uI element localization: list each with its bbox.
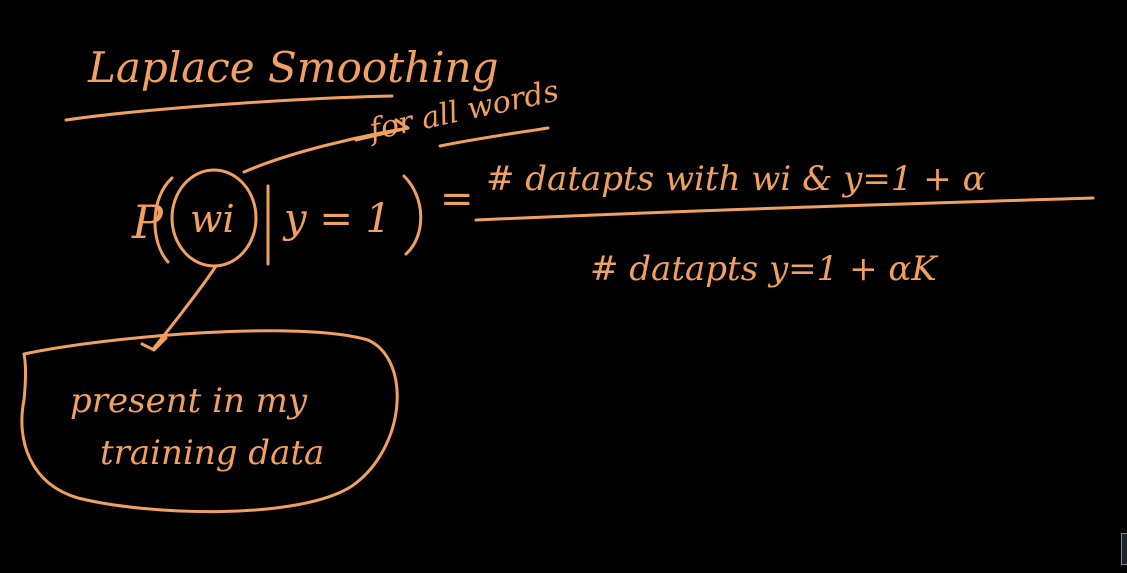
note-arrow-head: [142, 338, 166, 350]
formula-numerator: # datapts with wi & y=1 + α: [486, 159, 986, 199]
note-line-2: training data: [100, 433, 325, 473]
annotation-for-all-words: for all words: [366, 73, 562, 148]
title-underline: [66, 96, 392, 120]
annotation-underline: [440, 128, 548, 146]
formula-denominator: # datapts y=1 + αK: [590, 249, 937, 289]
formula-close-paren: [404, 176, 421, 254]
note-bubble: [22, 331, 397, 512]
note-line-1: present in my: [70, 381, 308, 421]
formula-condition: y = 1: [284, 196, 391, 242]
formula-p-symbol: P: [132, 195, 163, 249]
fraction-bar: [476, 198, 1093, 220]
formula-equals: =: [440, 176, 474, 222]
formula-variable-wi: wi: [190, 197, 235, 241]
scroll-handle[interactable]: [1121, 533, 1127, 565]
title-text: Laplace Smoothing: [88, 43, 499, 92]
